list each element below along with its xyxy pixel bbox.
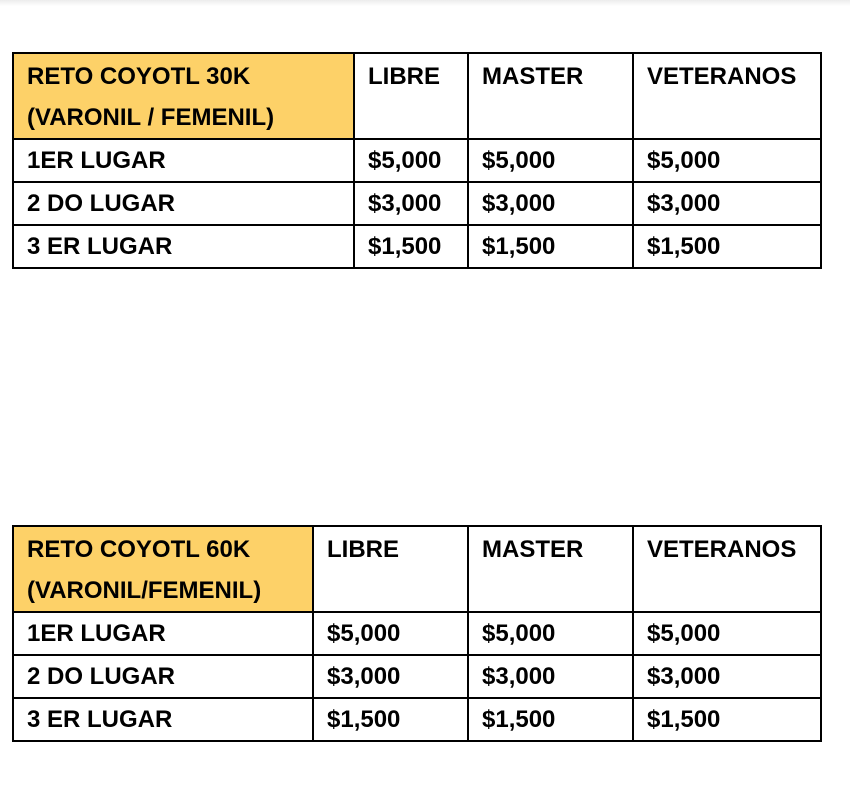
table-row — [13, 182, 821, 225]
column-header-libre: LIBRE — [354, 53, 468, 139]
table-title: RETO COYOTL 60K — [27, 536, 251, 563]
place-label: 3 ER LUGAR — [13, 225, 354, 268]
table-row — [13, 612, 821, 655]
table-title-cell — [13, 53, 354, 139]
prize-value: $5,000 — [313, 612, 468, 655]
prize-value: $3,000 — [468, 655, 633, 698]
prize-value: $1,500 — [468, 225, 633, 268]
prize-value: $5,000 — [633, 612, 821, 655]
place-label: 2 DO LUGAR — [13, 655, 313, 698]
place-label: 1ER LUGAR — [13, 612, 313, 655]
place-label: 2 DO LUGAR — [13, 182, 354, 225]
table-title: RETO COYOTL 30K — [27, 63, 251, 90]
prize-value: $3,000 — [633, 182, 821, 225]
table-title-cell — [13, 526, 313, 612]
prize-table-30k — [12, 52, 822, 269]
column-header-veteranos: VETERANOS — [633, 53, 821, 139]
prize-value: $1,500 — [633, 225, 821, 268]
prize-table-60k — [12, 525, 822, 742]
prize-value: $1,500 — [468, 698, 633, 741]
column-header-veteranos: VETERANOS — [633, 526, 821, 612]
column-header-libre: LIBRE — [313, 526, 468, 612]
top-edge-shadow — [0, 0, 850, 6]
prize-value: $5,000 — [468, 139, 633, 182]
column-header-master: MASTER — [468, 526, 633, 612]
prize-value: $1,500 — [354, 225, 468, 268]
table-row — [13, 139, 821, 182]
table-header-row — [13, 526, 821, 612]
prize-value: $3,000 — [468, 182, 633, 225]
table-subtitle: (VARONIL/FEMENIL) — [27, 577, 262, 604]
place-label: 1ER LUGAR — [13, 139, 354, 182]
table-row — [13, 655, 821, 698]
prize-value: $5,000 — [633, 139, 821, 182]
place-label: 3 ER LUGAR — [13, 698, 313, 741]
column-header-master: MASTER — [468, 53, 633, 139]
table-row — [13, 225, 821, 268]
prize-value: $5,000 — [354, 139, 468, 182]
prize-value: $3,000 — [313, 655, 468, 698]
prize-value: $1,500 — [633, 698, 821, 741]
table-header-row — [13, 53, 821, 139]
table-subtitle: (VARONIL / FEMENIL) — [27, 104, 275, 131]
prize-value: $5,000 — [468, 612, 633, 655]
table-row — [13, 698, 821, 741]
prize-value: $1,500 — [313, 698, 468, 741]
prize-value: $3,000 — [633, 655, 821, 698]
prize-value: $3,000 — [354, 182, 468, 225]
